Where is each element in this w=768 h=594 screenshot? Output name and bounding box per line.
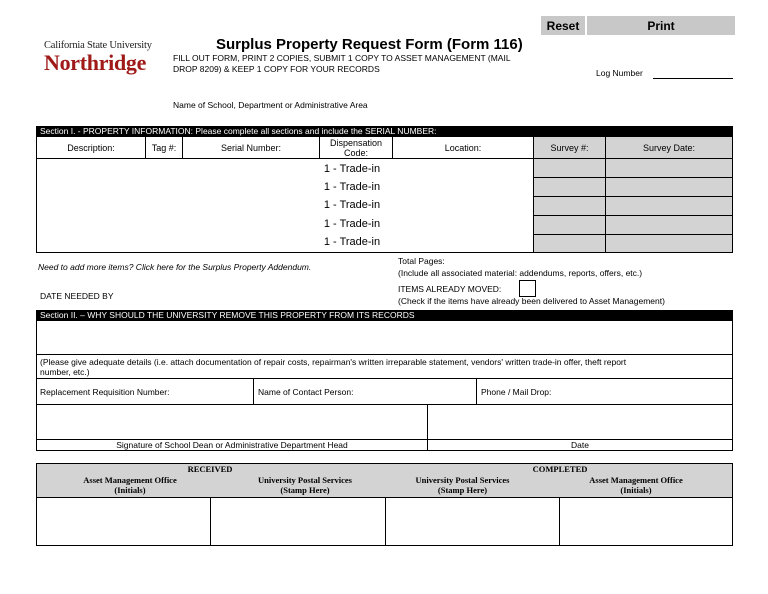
dispensation-row-2: 1 - Trade-in xyxy=(323,181,381,193)
office-col-3-header xyxy=(385,475,540,495)
office-col-2-header xyxy=(225,475,385,495)
col-description-header: Description: xyxy=(36,136,146,159)
contact-person-field[interactable] xyxy=(253,378,477,405)
school-name-label: Name of School, Department or Administrative Area xyxy=(173,100,368,110)
signature-field[interactable] xyxy=(36,404,428,440)
dispensation-row-5: 1 - Trade-in xyxy=(323,236,381,248)
section1-bar: Section I. - PROPERTY INFORMATION: Please complete all sections and include the SERIAL NUMBER: xyxy=(36,126,733,136)
survey-number-cell[interactable] xyxy=(533,177,606,197)
office-col-1-title: Asset Management Office xyxy=(83,475,177,485)
survey-date-cell[interactable] xyxy=(605,234,733,253)
dispensation-row-3: 1 - Trade-in xyxy=(323,199,381,211)
signature-label: Signature of School Dean or Administrative Department Head xyxy=(36,439,428,451)
removal-reason-field[interactable] xyxy=(36,320,733,355)
col-survey-number-header: Survey #: xyxy=(533,136,606,159)
office-col-4-subtitle: (Initials) xyxy=(620,485,652,495)
survey-number-cell[interactable] xyxy=(533,196,606,216)
total-pages-label: Total Pages: xyxy=(398,256,445,266)
section2-bar: Section II. – WHY SHOULD THE UNIVERSITY REMOVE THIS PROPERTY FROM ITS RECORDS xyxy=(36,310,733,320)
details-note-box xyxy=(36,354,733,379)
log-number-field[interactable] xyxy=(653,78,733,79)
details-note-line2: number, etc.) xyxy=(40,367,90,377)
logo-top-text: California State University xyxy=(44,40,152,51)
office-col-4-header xyxy=(556,475,716,495)
items-moved-label: ITEMS ALREADY MOVED: xyxy=(398,284,502,294)
col-location-header: Location: xyxy=(392,136,534,159)
log-number-label: Log Number xyxy=(596,68,643,78)
office-col-4-box[interactable] xyxy=(559,497,733,546)
dispensation-row-1: 1 - Trade-in xyxy=(323,163,381,175)
office-col-3-subtitle: (Stamp Here) xyxy=(437,485,488,495)
contact-person-label: Name of Contact Person: xyxy=(258,387,354,397)
office-col-1-box[interactable] xyxy=(36,497,211,546)
office-col-4-title: Asset Management Office xyxy=(589,475,683,485)
instructions-line2: DROP 8209) & KEEP 1 COPY FOR YOUR RECORDS xyxy=(173,64,380,74)
dispensation-row-4: 1 - Trade-in xyxy=(323,218,381,230)
total-pages-note: (Include all associated material: addendums, reports, offers, etc.) xyxy=(398,268,643,278)
office-col-2-title: University Postal Services xyxy=(258,475,352,485)
completed-label: COMPLETED xyxy=(532,464,588,474)
reset-button[interactable]: Reset xyxy=(541,16,585,35)
details-note-line1: (Please give adequate details (i.e. attach documentation of repair costs, repairman's written irreparable statement, vendors' written trade-in offer, theft report xyxy=(40,357,627,367)
col-survey-date-header: Survey Date: xyxy=(605,136,733,159)
survey-number-cell[interactable] xyxy=(533,215,606,235)
items-moved-note: (Check if the items have already been delivered to Asset Management) xyxy=(398,296,665,306)
survey-date-cell[interactable] xyxy=(605,158,733,178)
office-col-3-title: University Postal Services xyxy=(415,475,510,485)
addendum-link[interactable]: Need to add more items? Click here for the Surplus Property Addendum. xyxy=(38,262,312,272)
date-label: Date xyxy=(427,439,733,451)
property-entry-area[interactable] xyxy=(36,158,534,253)
date-needed-label: DATE NEEDED BY xyxy=(40,291,114,301)
office-col-2-subtitle: (Stamp Here) xyxy=(280,485,330,495)
requisition-label: Replacement Requisition Number: xyxy=(40,387,170,397)
requisition-number-field[interactable] xyxy=(36,378,254,405)
col-dispensation-header: Dispensation Code: xyxy=(319,136,393,159)
survey-date-cell[interactable] xyxy=(605,196,733,216)
print-button[interactable]: Print xyxy=(587,16,735,35)
survey-number-cell[interactable] xyxy=(533,158,606,178)
phone-mail-drop-label: Phone / Mail Drop: xyxy=(481,387,552,397)
office-col-2-box[interactable] xyxy=(210,497,386,546)
page-title: Surplus Property Request Form (Form 116) xyxy=(216,36,523,53)
logo-main-text: Northridge xyxy=(44,50,147,75)
office-col-1-header xyxy=(50,475,210,495)
instructions-line1: FILL OUT FORM, PRINT 2 COPIES, SUBMIT 1 COPY TO ASSET MANAGEMENT (MAIL xyxy=(173,53,511,63)
signature-date-field[interactable] xyxy=(427,404,733,440)
col-tag-header: Tag #: xyxy=(145,136,183,159)
survey-date-cell[interactable] xyxy=(605,215,733,235)
phone-mail-drop-field[interactable] xyxy=(476,378,733,405)
items-moved-checkbox[interactable] xyxy=(519,280,536,297)
received-label: RECEIVED xyxy=(187,464,233,474)
survey-number-cell[interactable] xyxy=(533,234,606,253)
office-col-1-subtitle: (Initials) xyxy=(114,485,146,495)
office-col-3-box[interactable] xyxy=(385,497,560,546)
col-serial-header: Serial Number: xyxy=(182,136,320,159)
survey-date-cell[interactable] xyxy=(605,177,733,197)
